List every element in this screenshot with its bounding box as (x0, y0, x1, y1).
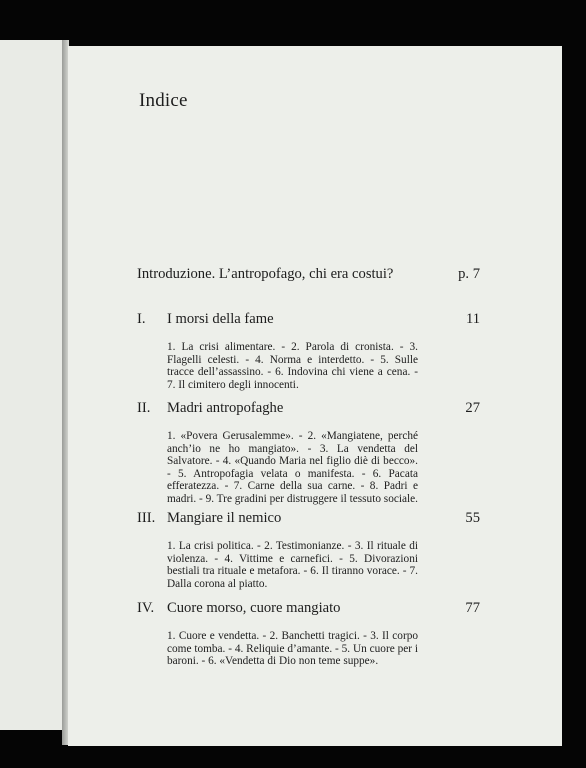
chapter-number: I. (137, 311, 146, 327)
chapter-page: 27 (465, 400, 480, 416)
chapter-summary: 1. La crisi alimentare. - 2. Parola di cronista. - 3. Flagelli celesti. - 4. Norma e interdetto. - 5. Sulle tracce dell’assassino. - 6. Indovina chi viene a cena. - 7. Il cimitero degli innocenti. (167, 341, 418, 391)
chapter-summary: 1. Cuore e vendetta. - 2. Banchetti tragici. - 3. Il corpo come tomba. - 4. Reliquie d’amante. - 5. Un cuore per i baroni. - 6. «Vendetta di Dio non teme suppe». (167, 630, 418, 667)
book-page (68, 46, 562, 746)
toc-chapter-3 (137, 510, 480, 590)
toc-entry-intro (137, 266, 480, 283)
toc-entry-page: p. 7 (458, 266, 480, 282)
chapter-title: Madri antropofaghe (167, 400, 284, 416)
chapter-summary: 1. La crisi politica. - 2. Testimonianze. - 3. Il rituale di violenza. - 4. Vittime e carnefici. - 5. Divorazioni bestiali tra rituale e metafora. - 6. Il tiranno vorace. - 7. Dalla corona al piatto. (167, 540, 418, 590)
chapter-number: II. (137, 400, 151, 416)
chapter-title: I morsi della fame (167, 311, 274, 327)
chapter-page: 11 (465, 311, 480, 327)
chapter-page: 77 (465, 600, 480, 616)
toc-entry-title: Introduzione. L’antropofago, chi era costui? (137, 266, 394, 282)
toc-chapter-1 (137, 311, 480, 391)
chapter-title: Cuore morso, cuore mangiato (167, 600, 341, 616)
page-title: Indice (139, 90, 188, 111)
chapter-page: 55 (465, 510, 480, 526)
toc-chapter-2 (137, 400, 480, 505)
chapter-summary: 1. «Povera Gerusalemme». - 2. «Mangiatene, perché anch’io ne ho mangiato». - 3. La vendetta del Salvatore. - 4. «Quando Maria nel figlio diè di becco». - 5. Antropofagia velata o manifesta. - 6. Pacata efferatezza. - 7. Carne della sua carne. - 8. Padri e madri. - 9. Tre gradini per distruggere il tessuto sociale. (167, 430, 418, 505)
facing-page (0, 40, 62, 730)
chapter-number: IV. (137, 600, 155, 616)
chapter-title: Mangiare il nemico (167, 510, 282, 526)
toc-chapter-4 (137, 600, 480, 668)
chapter-number: III. (137, 510, 156, 526)
